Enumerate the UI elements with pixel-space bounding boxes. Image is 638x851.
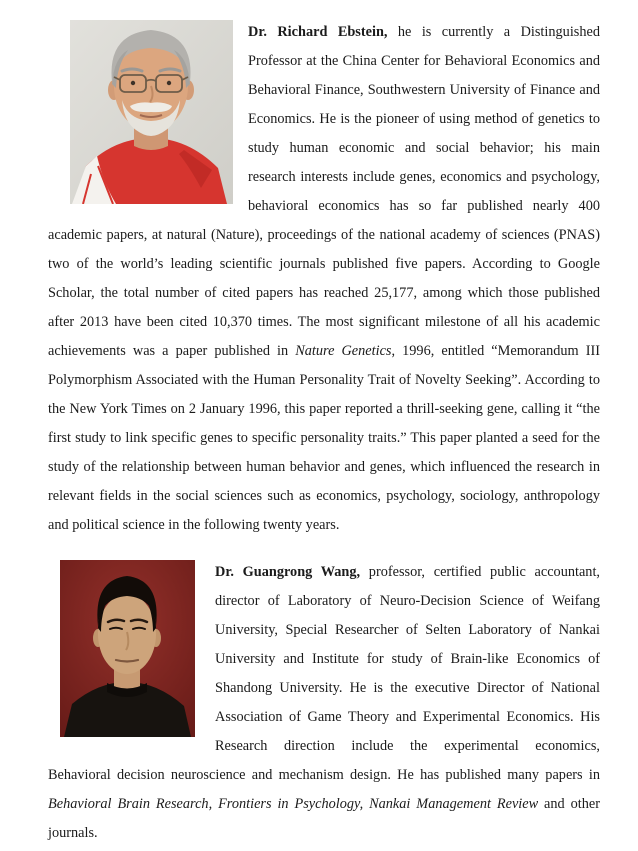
journal-name-nature-genetics: Nature Genetics [295,343,392,359]
portrait-wang-illustration [60,560,195,737]
photo-richard-ebstein [70,20,233,204]
bio-name-ebstein: Dr. Richard Ebstein, [248,24,388,40]
bio-section-ebstein [48,18,600,540]
bio-text-wang-part2: and other journals. [48,796,600,841]
portrait-ebstein-illustration [70,20,233,204]
journal-names-wang: Behavioral Brain Research, Frontiers in Psychology, Nankai Management Review [48,796,539,812]
bio-section-wang [48,558,600,848]
bio-text-wang-part1: professor, certified public accountant, director of Laboratory of Neuro-Decision Science of Weifang University, Special Researcher of Selten Laboratory of Nankai University and Institute for study of Brain-like Economics of Shandong University. He is the executive Director of National Association of Game Theory and Experimental Economics. His Research direction include the experimental economics, Behavioral decision neuroscience and mechanism design. He has published many papers in [48,564,600,783]
bio-text-ebstein-part2: , 1996, entitled “Memorandum III Polymorphism Associated with the Human Personality Trait of Novelty Seeking”. According to the New York Times on 2 January 1996, this paper reported a thrill-seeking gene, calling it “the first study to link specific genes to specific personality traits.” This paper planted a seed for the study of the relationship between human behavior and genes, which influenced the research in relevant fields in the social sciences such as economics, psychology, sociology, anthropology and political science in the following twenty years. [48,343,600,533]
bio-name-wang: Dr. Guangrong Wang, [215,564,361,580]
photo-guangrong-wang [60,560,195,737]
bio-text-ebstein-part1: he is currently a Distinguished Professor at the China Center for Behavioral Economics and Behavioral Finance, Southwestern University of Finance and Economics. He is the pioneer of using method of genetics to study human economic and social behavior; his main research interests include genes, economics and psychology, behavioral economics has so far published nearly 400 academic papers, at natural (Nature), proceedings of the national academy of sciences (PNAS) two of the world’s leading scientific journals published five papers. According to Google Scholar, the total number of cited papers has reached 25,177, among which those published after 2013 have been cited 10,370 times. The most significant milestone of all his academic achievements was a paper published in [48,24,601,359]
